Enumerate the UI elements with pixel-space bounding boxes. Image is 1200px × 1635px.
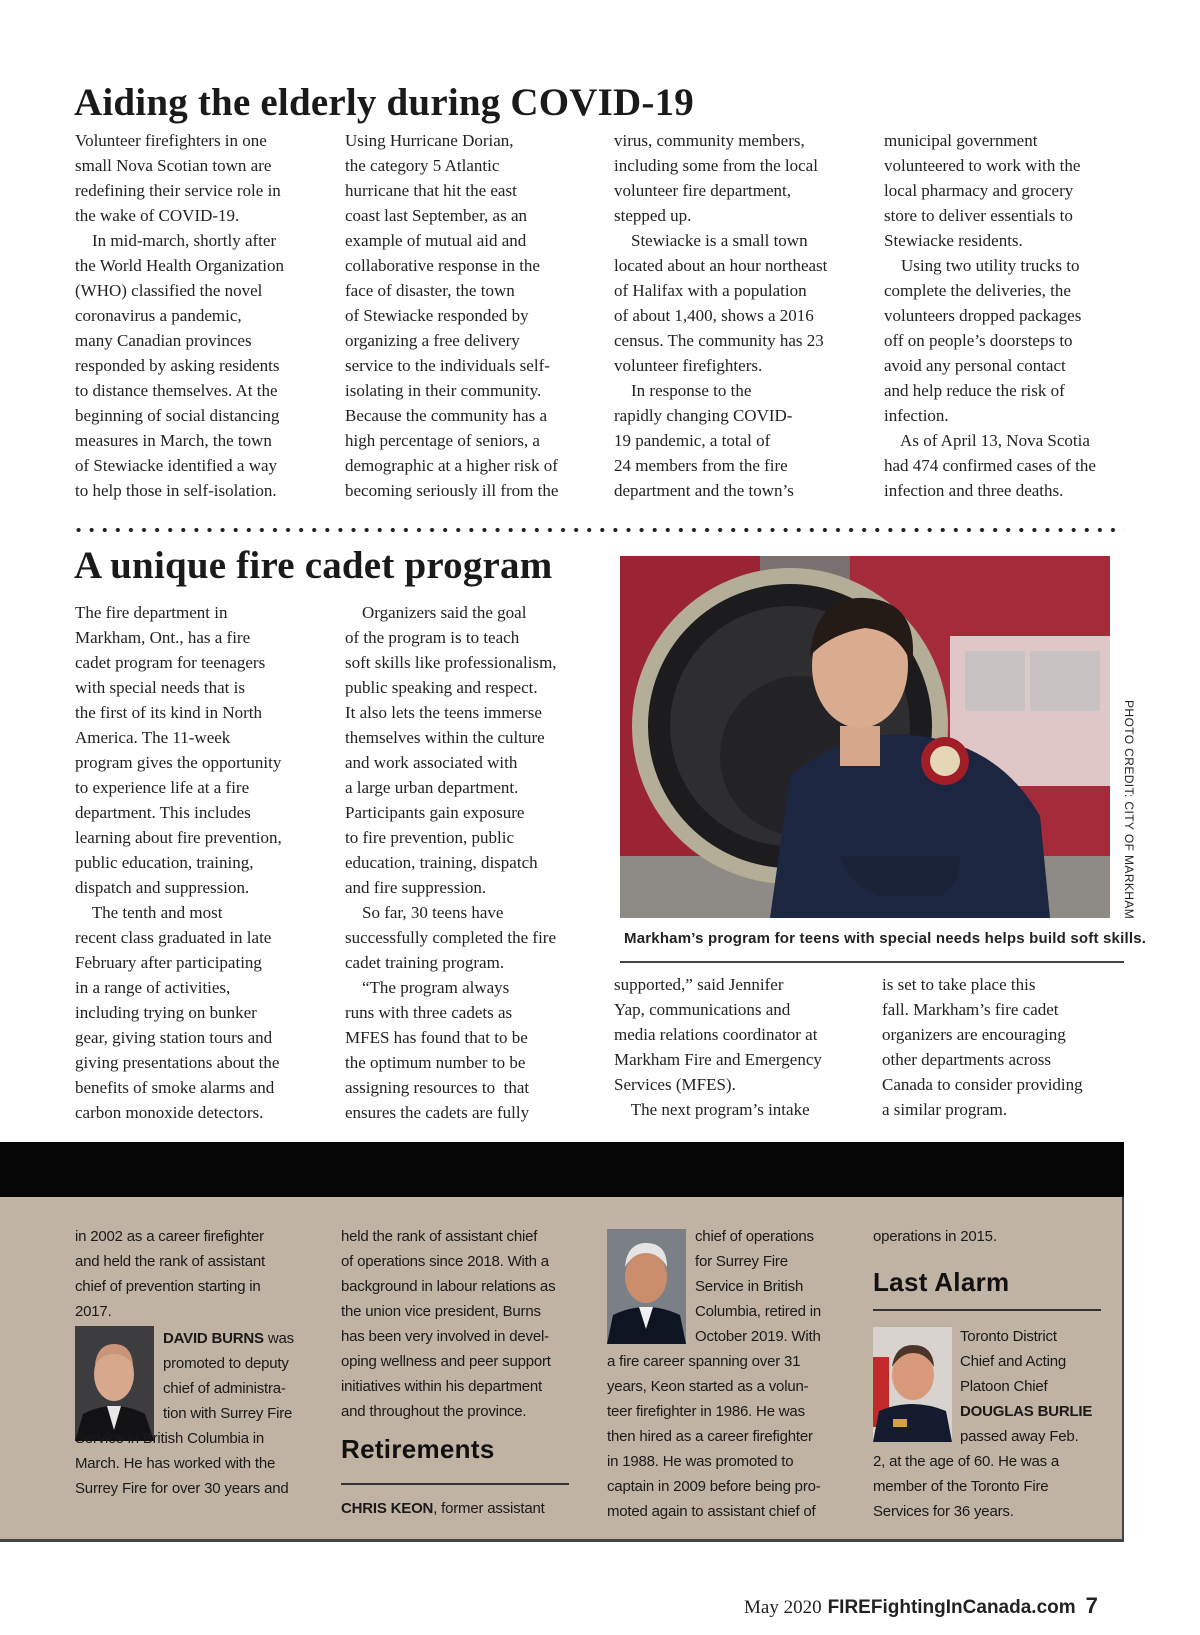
text-line: to help those in self-isolation.: [75, 481, 277, 500]
cadet-photo-illustration: [620, 556, 1110, 918]
text-line: a similar program.: [882, 1100, 1008, 1119]
text-line: America. The 11-week: [75, 728, 231, 747]
text-line: moted again to assistant chief of: [607, 1503, 816, 1520]
panel-col4-wrap-line: Toronto District: [960, 1328, 1057, 1345]
david-burns-was: was: [263, 1330, 294, 1347]
headshot-chris-keon: [607, 1229, 686, 1344]
text-line: stepped up.: [614, 206, 692, 225]
text-line: Markham Fire and Emergency: [614, 1050, 822, 1069]
text-line: of Stewiacke responded by: [345, 306, 529, 325]
text-line: complete the deliveries, the: [884, 281, 1071, 300]
article-2-column-3: [614, 972, 822, 1122]
panel-column-4-bottom: [873, 1449, 1059, 1524]
david-burns-name: DAVID BURNS: [163, 1330, 264, 1347]
text-line: In response to the: [614, 381, 752, 400]
text-line: member of the Toronto Fire: [873, 1478, 1049, 1495]
text-line: The fire department in: [75, 603, 228, 622]
headshot-david-burns-image: [75, 1326, 154, 1441]
panel-col1-wrap-line: promoted to deputy: [163, 1355, 289, 1372]
text-line: the World Health Organization: [75, 256, 285, 275]
text-line: cadet training program.: [345, 953, 505, 972]
text-line: October 2019. With: [695, 1328, 821, 1345]
text-line: and held the rank of assistant: [75, 1253, 265, 1270]
text-line: Service in British Columbia in: [75, 1430, 265, 1447]
article-2-column-2: [345, 600, 557, 1125]
text-line: fall. Markham’s fire cadet: [882, 1000, 1059, 1019]
text-line: had 474 confirmed cases of the: [884, 456, 1096, 475]
retirements-rule: [341, 1483, 569, 1485]
last-alarm-heading: Last Alarm: [873, 1267, 1010, 1297]
chris-keon-line: [341, 1496, 545, 1521]
headshot-douglas-burlie: [873, 1327, 952, 1442]
text-line: Organizers said the goal: [345, 603, 527, 622]
text-line: collaborative response in the: [345, 256, 540, 275]
panel-column-3-bottom: [607, 1349, 821, 1524]
text-line: program gives the opportunity: [75, 753, 282, 772]
text-line: the optimum number to be: [345, 1053, 526, 1072]
text-line: years, Keon started as a volun-: [607, 1378, 809, 1395]
panel-col4-wrap-line: passed away Feb.: [960, 1428, 1079, 1445]
text-line: volunteered to work with the: [884, 156, 1081, 175]
text-line: volunteers dropped packages: [884, 306, 1082, 325]
chris-keon-name: CHRIS KEON: [341, 1500, 434, 1517]
article-1-column-1: [75, 128, 284, 503]
text-line: background in labour relations as: [341, 1278, 556, 1295]
text-line: including some from the local: [614, 156, 818, 175]
text-line: hurricane that hit the east: [345, 181, 517, 200]
text-line: cadet program for teenagers: [75, 653, 266, 672]
text-line: organizers are encouraging: [882, 1025, 1066, 1044]
text-line: 19 pandemic, a total of: [614, 431, 771, 450]
text-line: many Canadian provinces: [75, 331, 252, 350]
text-line: of the program is to teach: [345, 628, 520, 647]
text-line: Using two utility trucks to: [884, 256, 1080, 275]
text-line: 2, at the age of 60. He was a: [873, 1453, 1059, 1470]
panel-col4-top-line: operations in 2015.: [873, 1228, 997, 1245]
text-line: carbon monoxide detectors.: [75, 1103, 264, 1122]
text-line: of about 1,400, shows a 2016: [614, 306, 814, 325]
text-line: the union vice president, Burns: [341, 1303, 541, 1320]
text-line: Stewiacke residents.: [884, 231, 1023, 250]
text-line: Yap, communications and: [614, 1000, 791, 1019]
text-line: volunteer firefighters.: [614, 356, 763, 375]
text-line: So far, 30 teens have: [345, 903, 504, 922]
people-panel: [0, 1197, 1124, 1542]
text-line: infection and three deaths.: [884, 481, 1064, 500]
text-line: Canada to consider providing: [882, 1075, 1083, 1094]
text-line: department. This includes: [75, 803, 251, 822]
dotted-divider: [72, 527, 1124, 533]
text-line: including trying on bunker: [75, 1003, 257, 1022]
text-line: Participants gain exposure: [345, 803, 525, 822]
text-line: of operations since 2018. With a: [341, 1253, 549, 1270]
text-line: ensures the cadets are fully: [345, 1103, 530, 1122]
text-line: Services for 36 years.: [873, 1503, 1014, 1520]
text-line: and fire suppression.: [345, 878, 487, 897]
text-line: Using Hurricane Dorian,: [345, 131, 514, 150]
text-line: The tenth and most: [75, 903, 223, 922]
panel-column-1-bottom: [75, 1426, 289, 1501]
chris-keon-rest: , former assistant: [433, 1500, 545, 1517]
text-line: organizing a free delivery: [345, 331, 520, 350]
issue-date: May 2020: [744, 1597, 822, 1618]
text-line: initiatives within his department: [341, 1378, 542, 1395]
text-line: runs with three cadets as: [345, 1003, 513, 1022]
text-line: teer firefighter in 1986. He was: [607, 1403, 805, 1420]
text-line: responded by asking residents: [75, 356, 280, 375]
section-header-band: [0, 1142, 1124, 1197]
text-line: becoming seriously ill from the: [345, 481, 559, 500]
panel-column-2: [341, 1224, 555, 1424]
text-line: face of disaster, the town: [345, 281, 515, 300]
text-line: redefining their service role in: [75, 181, 281, 200]
article-1-title: Aiding the elderly during COVID-19: [74, 81, 695, 124]
text-line: off on people’s doorsteps to: [884, 331, 1073, 350]
text-line: volunteer fire department,: [614, 181, 792, 200]
text-line: coronavirus a pandemic,: [75, 306, 242, 325]
text-line: public education, training,: [75, 853, 254, 872]
article-2-column-1: [75, 600, 282, 1125]
panel-col4-wrap-line: Chief and Acting: [960, 1353, 1067, 1370]
text-line: high percentage of seniors, a: [345, 431, 540, 450]
text-line: public speaking and respect.: [345, 678, 538, 697]
douglas-burlie-name: DOUGLAS BURLIE: [960, 1403, 1093, 1420]
text-line: the category 5 Atlantic: [345, 156, 500, 175]
text-line: captain in 2009 before being pro-: [607, 1478, 821, 1495]
text-line: oping wellness and peer support: [341, 1353, 551, 1370]
text-line: successfully completed the fire: [345, 928, 557, 947]
text-line: the first of its kind in North: [75, 703, 262, 722]
text-line: Services (MFES).: [614, 1075, 736, 1094]
text-line: demographic at a higher risk of: [345, 456, 558, 475]
text-line: local pharmacy and grocery: [884, 181, 1074, 200]
text-line: and work associated with: [345, 753, 518, 772]
text-line: beginning of social distancing: [75, 406, 280, 425]
text-line: recent class graduated in late: [75, 928, 272, 947]
text-line: the wake of COVID-19.: [75, 206, 240, 225]
panel-col1-wrap-line: chief of administra-: [163, 1380, 286, 1397]
text-line: and throughout the province.: [341, 1403, 527, 1420]
article-2-column-4: [882, 972, 1083, 1122]
text-line: to experience life at a fire: [75, 778, 250, 797]
text-line: It also lets the teens immerse: [345, 703, 542, 722]
text-line: gear, giving station tours and: [75, 1028, 273, 1047]
text-line: MFES has found that to be: [345, 1028, 528, 1047]
panel-column-3-wrap: [695, 1224, 821, 1349]
text-line: chief of operations: [695, 1228, 814, 1245]
text-line: of Halifax with a population: [614, 281, 807, 300]
text-line: Volunteer firefighters in one: [75, 131, 267, 150]
text-line: supported,” said Jennifer: [614, 975, 784, 994]
text-line: learning about fire prevention,: [75, 828, 282, 847]
text-line: Because the community has a: [345, 406, 548, 425]
last-alarm-rule: [873, 1309, 1101, 1311]
article-1-column-3: [614, 128, 827, 503]
text-line: March. He has worked with the: [75, 1455, 276, 1472]
text-line: As of April 13, Nova Scotia: [884, 431, 1090, 450]
text-line: assigning resources to that: [345, 1078, 530, 1097]
panel-column-4-top: [873, 1224, 997, 1249]
photo-caption: Markham’s program for teens with special needs helps build soft skills.: [624, 930, 1147, 947]
text-line: small Nova Scotian town are: [75, 156, 272, 175]
text-line: a fire career spanning over 31: [607, 1353, 801, 1370]
article-1-column-2: [345, 128, 558, 503]
text-line: in 2002 as a career firefighter: [75, 1228, 264, 1245]
text-line: measures in March, the town: [75, 431, 272, 450]
text-line: is set to take place this: [882, 975, 1036, 994]
text-line: census. The community has 23: [614, 331, 824, 350]
headshot-david-burns: [75, 1326, 154, 1441]
headshot-chris-keon-image: [607, 1229, 686, 1344]
text-line: isolating in their community.: [345, 381, 542, 400]
text-line: other departments across: [882, 1050, 1051, 1069]
text-line: soft skills like professionalism,: [345, 653, 557, 672]
text-line: Stewiacke is a small town: [614, 231, 808, 250]
text-line: Surrey Fire for over 30 years and: [75, 1480, 289, 1497]
text-line: store to deliver essentials to: [884, 206, 1073, 225]
text-line: Columbia, retired in: [695, 1303, 822, 1320]
panel-column-1-wrap: [163, 1326, 294, 1426]
text-line: “The program always: [345, 978, 510, 997]
text-line: a large urban department.: [345, 778, 519, 797]
panel-column-1-top: [75, 1224, 265, 1324]
text-line: located about an hour northeast: [614, 256, 828, 275]
article-1-column-4: [884, 128, 1096, 503]
page-footer: [744, 1593, 1098, 1619]
text-line: media relations coordinator at: [614, 1025, 818, 1044]
text-line: Service in British: [695, 1278, 804, 1295]
text-line: of Stewiacke identified a way: [75, 456, 278, 475]
retirements-heading: Retirements: [341, 1434, 495, 1464]
text-line: in a range of activities,: [75, 978, 231, 997]
text-line: example of mutual aid and: [345, 231, 527, 250]
text-line: avoid any personal contact: [884, 356, 1066, 375]
text-line: in 1988. He was promoted to: [607, 1453, 794, 1470]
text-line: with special needs that is: [75, 678, 245, 697]
text-line: held the rank of assistant chief: [341, 1228, 538, 1245]
text-line: Markham, Ont., has a fire: [75, 628, 251, 647]
text-line: has been very involved in devel-: [341, 1328, 549, 1345]
text-line: education, training, dispatch: [345, 853, 538, 872]
text-line: In mid-march, shortly after: [75, 231, 277, 250]
text-line: giving presentations about the: [75, 1053, 280, 1072]
text-line: dispatch and suppression.: [75, 878, 250, 897]
text-line: infection.: [884, 406, 949, 425]
page-number: 7: [1085, 1593, 1098, 1618]
photo-credit: PHOTO CREDIT: CITY OF MARKHAM: [1122, 700, 1136, 920]
text-line: department and the town’s: [614, 481, 794, 500]
text-line: coast last September, as an: [345, 206, 528, 225]
text-line: 2017.: [75, 1303, 112, 1320]
text-line: (WHO) classified the novel: [75, 281, 263, 300]
text-line: then hired as a career firefighter: [607, 1428, 813, 1445]
panel-column-4-wrap: [960, 1324, 1092, 1449]
text-line: municipal government: [884, 131, 1038, 150]
text-line: virus, community members,: [614, 131, 805, 150]
text-line: rapidly changing COVID-: [614, 406, 793, 425]
site-url[interactable]: FIREFightingInCanada.com: [827, 1597, 1076, 1618]
panel-col1-wrap-line: tion with Surrey Fire: [163, 1405, 293, 1422]
text-line: and help reduce the risk of: [884, 381, 1065, 400]
text-line: service to the individuals self-: [345, 356, 550, 375]
headshot-douglas-burlie-image: [873, 1327, 952, 1442]
panel-col4-wrap-line: Platoon Chief: [960, 1378, 1048, 1395]
text-line: to fire prevention, public: [345, 828, 515, 847]
text-line: themselves within the culture: [345, 728, 545, 747]
text-line: chief of prevention starting in: [75, 1278, 261, 1295]
text-line: 24 members from the fire: [614, 456, 788, 475]
text-line: February after participating: [75, 953, 262, 972]
article-2-title: A unique fire cadet program: [74, 544, 553, 587]
caption-rule: [620, 961, 1124, 963]
cadet-photo: [620, 556, 1110, 918]
text-line: for Surrey Fire: [695, 1253, 788, 1270]
text-line: to distance themselves. At the: [75, 381, 278, 400]
text-line: The next program’s intake: [614, 1100, 810, 1119]
text-line: benefits of smoke alarms and: [75, 1078, 275, 1097]
